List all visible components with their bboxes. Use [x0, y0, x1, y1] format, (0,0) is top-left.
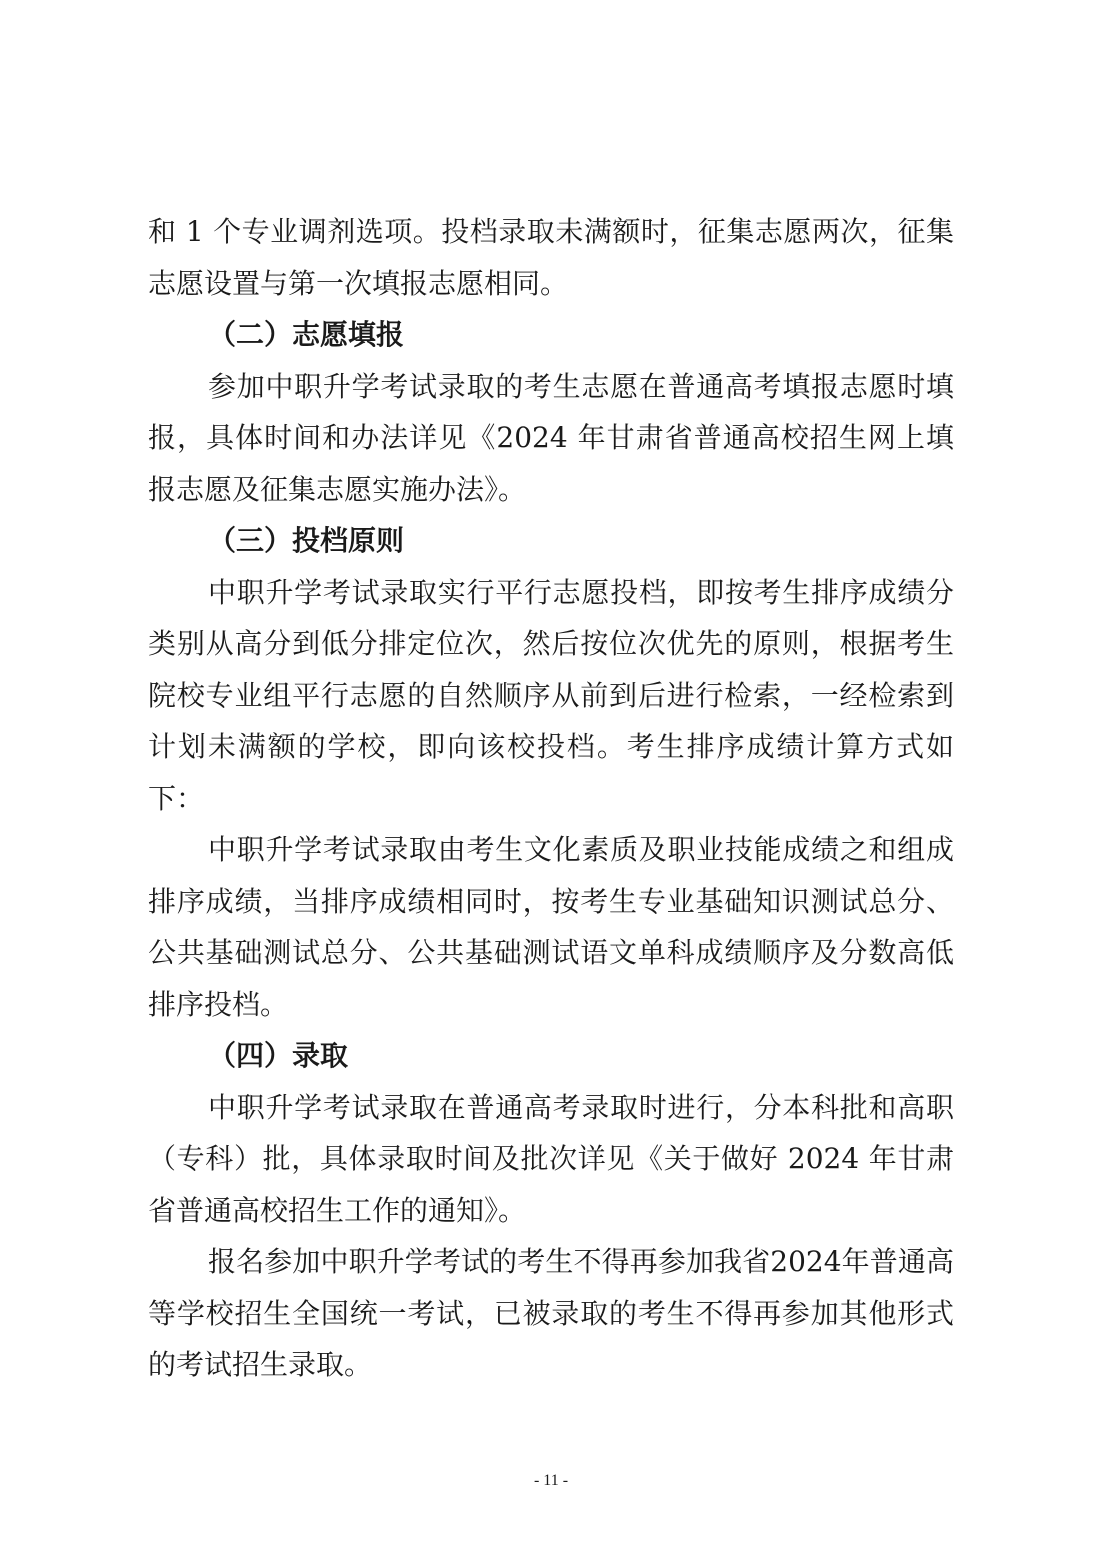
- document-body: [148, 206, 954, 1391]
- paragraph-parallel-volunteer: 中职升学考试录取实行平行志愿投档，即按考生排序成绩分类别从高分到低分排定位次，然后按位次优先的原则，根据考生院校专业组平行志愿的自然顺序从前到后进行检索，一经检索到计划未满额的学校，即向该校投档。考生排序成绩计算方式如下：: [148, 575, 954, 815]
- heading-volunteer-filling: （二）志愿填报: [208, 318, 405, 351]
- page-number: - 11 -: [533, 1472, 569, 1489]
- heading-admission: （四）录取: [208, 1039, 349, 1072]
- paragraph-ranking-score: 中职升学考试录取由考生文化素质及职业技能成绩之和组成排序成绩，当排序成绩相同时，按考生专业基础知识测试总分、公共基础测试总分、公共基础测试语文单科成绩顺序及分数高低排序投档。: [148, 833, 954, 1021]
- paragraph-volunteer-filling: 参加中职升学考试录取的考生志愿在普通高考填报志愿时填报，具体时间和办法详见《2024 年甘肃省普通高校招生网上填报志愿及征集志愿实施办法》。: [148, 369, 954, 506]
- paragraph-admission-batches: 中职升学考试录取在普通高考录取时进行，分本科批和高职（专科）批，具体录取时间及批次详见《关于做好 2024 年甘肃省普通高校招生工作的通知》。: [148, 1090, 954, 1227]
- heading-submission-principles: （三）投档原则: [208, 524, 405, 557]
- paragraph-admission-restrictions: 报名参加中职升学考试的考生不得再参加我省2024年普通高等学校招生全国统一考试，已被录取的考生不得再参加其他形式的考试招生录取。: [148, 1245, 954, 1381]
- paragraph-volunteer-settings: 和 1 个专业调剂选项。投档录取未满额时，征集志愿两次，征集志愿设置与第一次填报志愿相同。: [148, 215, 954, 300]
